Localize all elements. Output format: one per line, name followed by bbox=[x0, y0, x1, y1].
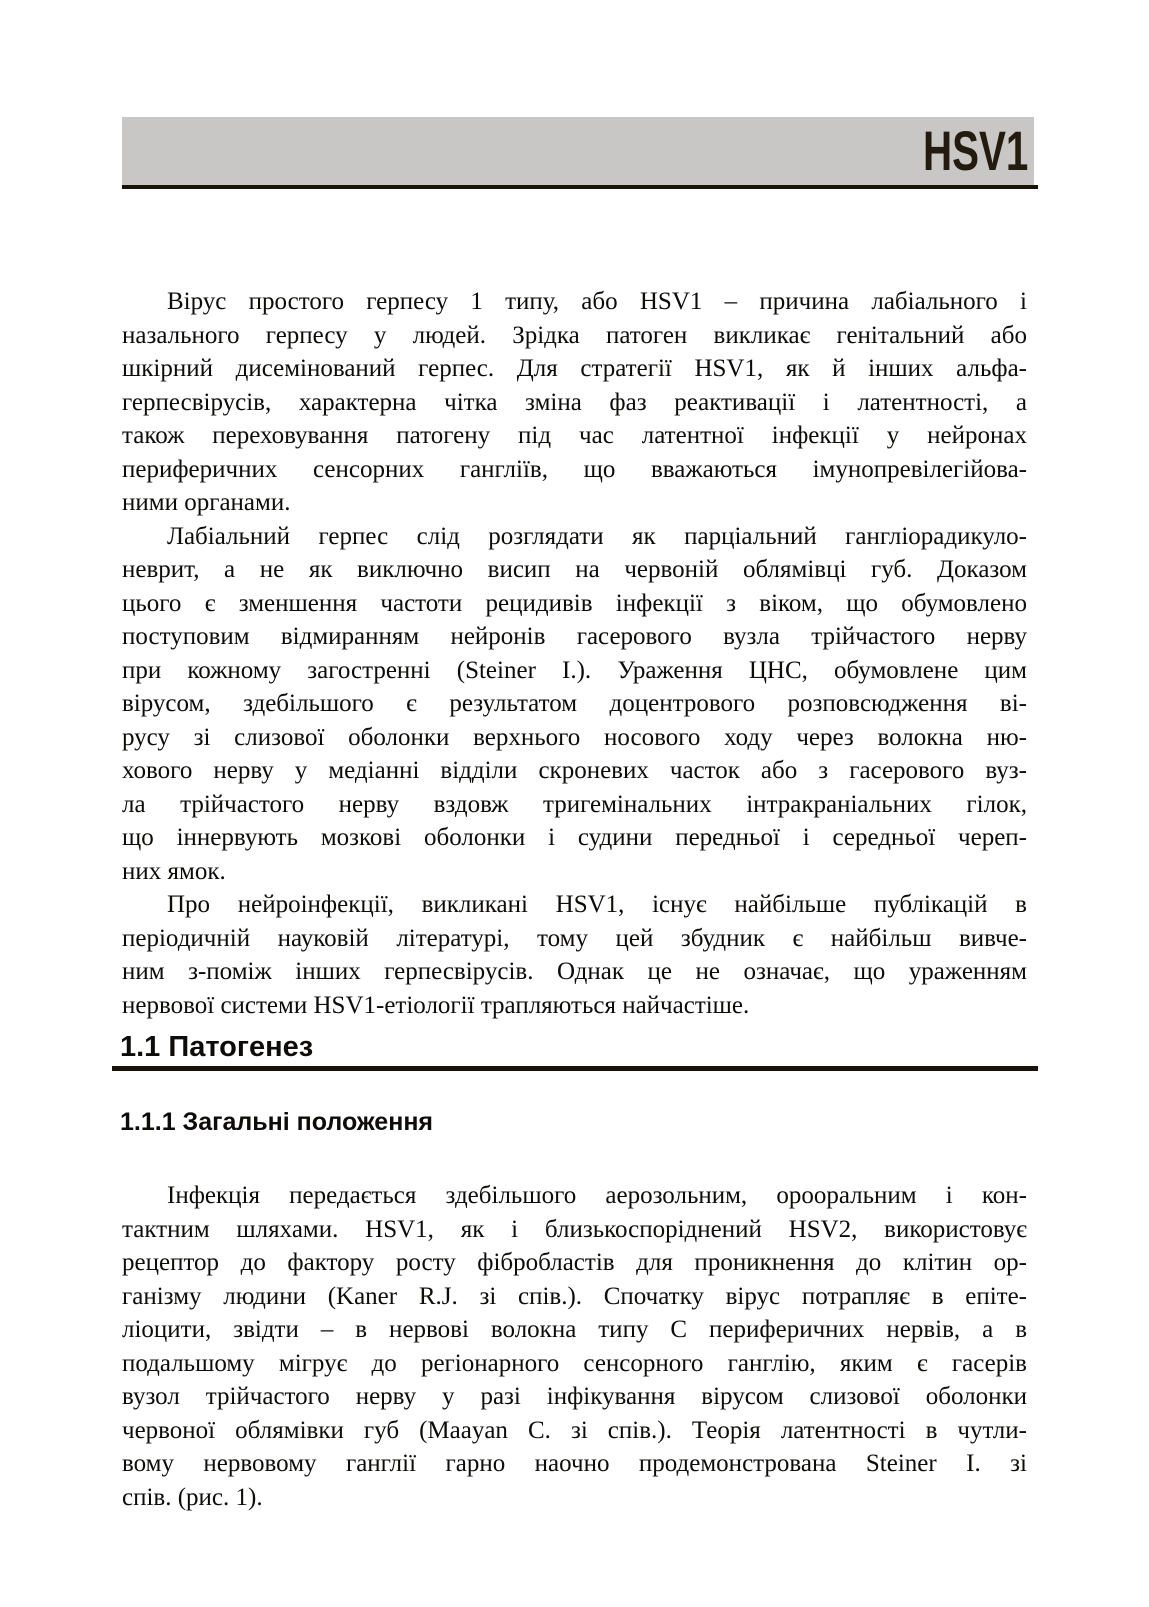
subsection-heading: 1.1.1 Загальні положення bbox=[120, 1108, 434, 1136]
text-line: Про нейроінфекції, викликані HSV1, існує найбільше публікацій в bbox=[167, 891, 1027, 918]
text-line: шкірний дисемінований герпес. Для стратегії HSV1, як й інших альфа- bbox=[122, 355, 1027, 382]
text-line: ним з-поміж інших герпесвірусів. Однак це не означає, що ураженням bbox=[122, 958, 1027, 985]
paragraph-4 bbox=[122, 1179, 1027, 1514]
text-line: назального герпесу у людей. Зрідка патоген викликає генітальний або bbox=[122, 321, 1027, 349]
text-line: хового нерву у медіанні відділи скроневих часток або з гасерового вуз- bbox=[122, 757, 1027, 784]
section-1-1 bbox=[122, 1030, 1027, 1137]
text-line: що іннервують мозкові оболонки і судини передньої і середньої череп- bbox=[122, 824, 1027, 851]
text-line: тактним шляхами. HSV1, як і близькоспоріднений HSV2, використовує bbox=[122, 1215, 1027, 1243]
text-line: також переховування патогену під час латентної інфекції у нейронах bbox=[122, 422, 1027, 449]
text-line: ліоцити, звідти – в нервові волокна типу С периферичних нервів, а в bbox=[122, 1316, 1027, 1343]
text-line: вому нервовому ганглії гарно наочно продемонстрована Steiner I. зі bbox=[122, 1450, 1027, 1477]
chapter-title: HSV1 bbox=[922, 119, 1028, 182]
paragraph-2 bbox=[122, 520, 1027, 889]
text-line: ла трійчастого нерву вздовж тригемінальних інтракраніальних гілок, bbox=[122, 790, 1027, 818]
text-line: подальшому мігрує до регіонарного сенсорного ганглію, яким є гасерів bbox=[122, 1349, 1027, 1377]
section-heading-rule bbox=[112, 1066, 1038, 1071]
text-line: рецептор до фактору росту фібробластів для проникнення до клітин ор- bbox=[122, 1249, 1027, 1276]
paragraph-1 bbox=[122, 285, 1027, 520]
text-line: нервової системи HSV1-етіології трапляються найчастіше. bbox=[122, 991, 750, 1019]
paragraph-3 bbox=[122, 888, 1027, 1022]
section-heading: 1.1 Патогенез bbox=[120, 1031, 314, 1063]
text-line: червоної облямівки губ (Maayan C. зі спів.). Теорія латентності в чутли- bbox=[122, 1416, 1027, 1444]
text-line: Вірус простого герпесу 1 типу, або HSV1 – причина лабіального і bbox=[167, 288, 1027, 315]
text-line: герпесвірусів, характерна чітка зміна фаз реактивації і латентності, а bbox=[122, 388, 1027, 416]
text-line: вірусом, здебільшого є результатом доцентрового розповсюдження ві- bbox=[122, 690, 1027, 717]
text-line: ганізму людини (Kaner R.J. зі спів.). Спочатку вірус потрапляє в епіте- bbox=[122, 1282, 1027, 1310]
text-line: Інфекція передається здебільшого аерозольним, орооральним і кон- bbox=[167, 1182, 1027, 1209]
page-content bbox=[122, 285, 1027, 1514]
text-line: периферичних сенсорних гангліїв, що вважаються імунопревілегійова- bbox=[122, 455, 1027, 483]
text-line: спів. (рис. 1). bbox=[122, 1483, 263, 1511]
text-line: неврит, а не як виключно висип на червоній облямівці губ. Доказом bbox=[122, 556, 1027, 583]
text-line: русу зі слизової оболонки верхнього носового ходу через волокна ню- bbox=[122, 723, 1027, 751]
header-rule bbox=[122, 185, 1038, 189]
text-line: цього є зменшення частоти рецидивів інфекції з віком, що обумовлено bbox=[122, 589, 1027, 617]
text-line: при кожному загостренні (Steiner I.). Ураження ЦНС, обумовлене цим bbox=[122, 656, 1027, 684]
text-line: Лабіальний герпес слід розглядати як парціальний гангліорадикуло- bbox=[167, 522, 1027, 550]
text-line: вузол трійчастого нерву у разі інфікування вірусом слизової оболонки bbox=[122, 1383, 1027, 1410]
chapter-header-band bbox=[122, 117, 1034, 185]
text-line: них ямок. bbox=[122, 857, 226, 885]
text-line: поступовим відмиранням нейронів гасерового вузла трійчастого нерву bbox=[122, 623, 1027, 650]
text-line: ними органами. bbox=[122, 489, 291, 516]
text-line: періодичній науковій літературі, тому цей збудник є найбільш вивче- bbox=[122, 924, 1027, 952]
